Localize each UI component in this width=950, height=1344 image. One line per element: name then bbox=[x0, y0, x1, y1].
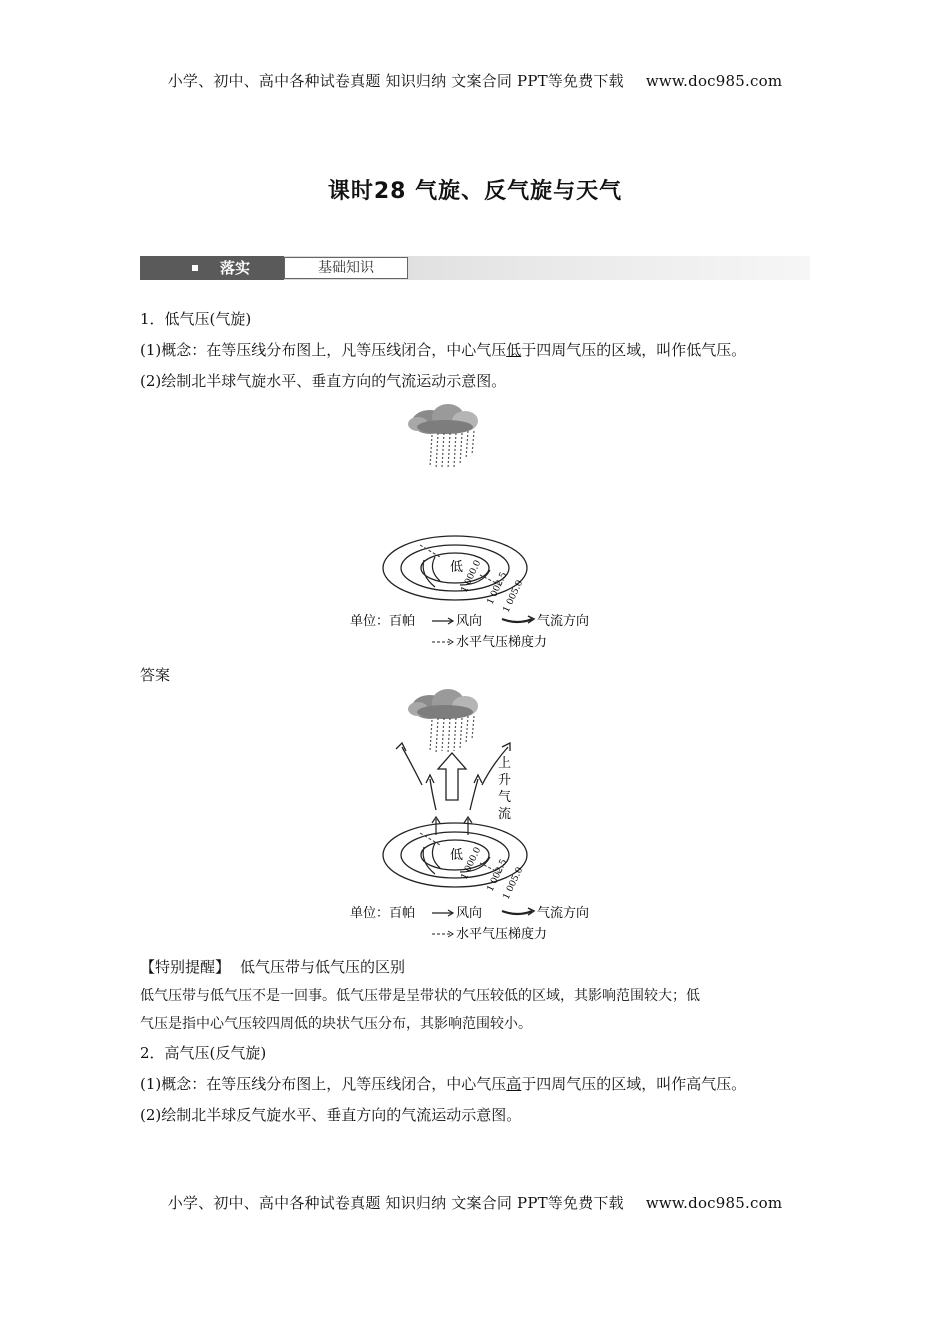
s1-concept-pre: (1)概念：在等压线分布图上，凡等压线闭合，中心气压 bbox=[140, 341, 507, 359]
s1-concept-key: 低 bbox=[506, 341, 522, 359]
s2-concept-pre: (1)概念：在等压线分布图上，凡等压线闭合，中心气压 bbox=[140, 1075, 507, 1093]
center-label: 低 bbox=[450, 560, 464, 575]
legend-unit: 单位：百帕 bbox=[350, 614, 416, 629]
s2-draw: (2)绘制北半球反气旋水平、垂直方向的气流运动示意图。 bbox=[140, 1106, 522, 1124]
rain-icon bbox=[430, 431, 474, 469]
isobar-label-3: 1 005.0 bbox=[501, 578, 526, 615]
cyclone-figure-answer bbox=[340, 685, 620, 947]
section-light-label: 基础知识 bbox=[284, 257, 408, 279]
section-dark-label: 落实 bbox=[220, 259, 251, 277]
legend-gradient: 水平气压梯度力 bbox=[456, 927, 548, 942]
s2-heading: 2．高气压(反气旋) bbox=[140, 1044, 267, 1062]
isobar-label-1: 1 000.0 bbox=[459, 845, 484, 882]
isobar-label-2: 1 002.5 bbox=[485, 857, 510, 894]
answer-label: 答案 bbox=[140, 666, 171, 684]
header-url[interactable]: www.doc985.com bbox=[645, 72, 783, 90]
rising-airflow-label bbox=[498, 756, 511, 822]
s2-concept bbox=[140, 1073, 746, 1094]
section-bar bbox=[140, 256, 810, 280]
isobar-label-1: 1 000.0 bbox=[459, 558, 484, 595]
airflow-arrow-icon bbox=[502, 911, 532, 914]
legend-airflow: 气流方向 bbox=[537, 906, 590, 921]
legend-airflow: 气流方向 bbox=[537, 614, 590, 629]
s2-concept-key: 高 bbox=[506, 1075, 522, 1093]
rising-main-arrow-icon bbox=[438, 753, 466, 800]
rising-char-2: 升 bbox=[498, 773, 512, 788]
footer-text: 小学、初中、高中各种试卷真题 知识归纳 文案合同 PPT等免费下载 bbox=[167, 1194, 624, 1212]
legend-wind: 风向 bbox=[456, 906, 483, 921]
rising-char-4: 流 bbox=[498, 807, 512, 822]
s1-heading: 1．低气压(气旋) bbox=[140, 310, 252, 328]
tip-title: 低气压带与低气压的区别 bbox=[240, 958, 406, 976]
legend-gradient: 水平气压梯度力 bbox=[456, 635, 548, 650]
header-text: 小学、初中、高中各种试卷真题 知识归纳 文案合同 PPT等免费下载 bbox=[167, 72, 624, 90]
section-bar-dark bbox=[140, 256, 284, 280]
airflow-arrow-icon bbox=[502, 619, 532, 622]
s1-draw: (2)绘制北半球气旋水平、垂直方向的气流运动示意图。 bbox=[140, 372, 507, 390]
cloud-icon bbox=[408, 689, 478, 719]
footer-url[interactable]: www.doc985.com bbox=[645, 1194, 783, 1212]
page-footer bbox=[0, 1192, 950, 1213]
legend-unit: 单位：百帕 bbox=[350, 906, 416, 921]
tip-line-1: 低气压带与低气压不是一回事。低气压带是呈带状的气压较低的区域，其影响范围较大；低 bbox=[140, 988, 700, 1004]
page-title: 课时28 气旋、反气旋与天气 bbox=[327, 179, 623, 204]
rain-icon bbox=[430, 716, 474, 753]
isobar-label-2: 1 002.5 bbox=[485, 570, 510, 607]
center-label: 低 bbox=[450, 848, 464, 863]
cloud-icon bbox=[408, 404, 478, 434]
tip-line-2: 气压是指中心气压较四周低的块状气压分布，其影响范围较小。 bbox=[140, 1016, 532, 1032]
rising-char-1: 上 bbox=[498, 756, 512, 771]
s2-concept-post: 于四周气压的区域，叫作高气压。 bbox=[521, 1075, 747, 1093]
square-icon bbox=[192, 265, 198, 271]
rising-char-3: 气 bbox=[498, 790, 512, 805]
legend-wind: 风向 bbox=[456, 614, 483, 629]
page-header bbox=[0, 70, 950, 91]
s1-concept bbox=[140, 339, 746, 360]
tip-heading bbox=[140, 956, 405, 977]
tip-label: 【特别提醒】 bbox=[140, 958, 231, 976]
isobar-label-3: 1 005.0 bbox=[501, 865, 526, 902]
cyclone-figure-question bbox=[340, 395, 620, 660]
s1-concept-post: 于四周气压的区域，叫作低气压。 bbox=[521, 341, 747, 359]
